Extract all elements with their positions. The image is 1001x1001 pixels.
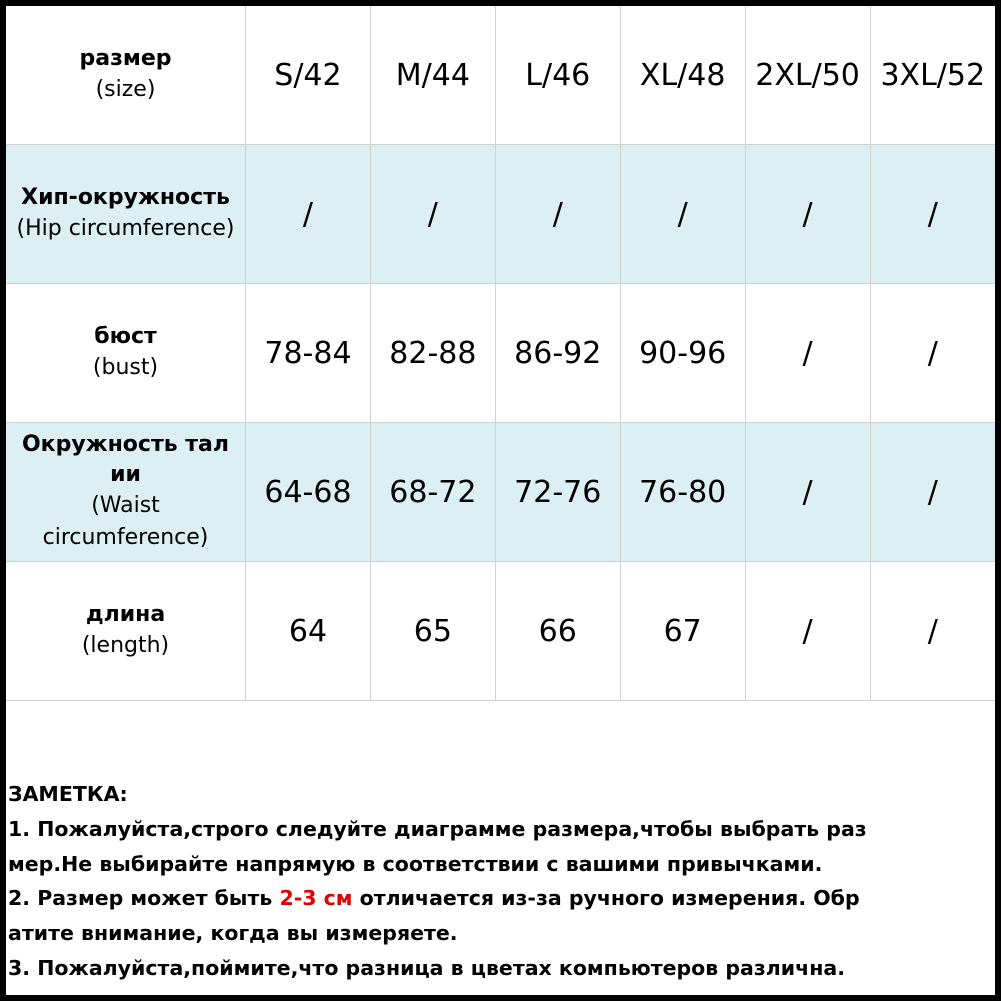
size-header-cell: 3XL/52: [870, 6, 995, 145]
row-label-cell: [6, 284, 246, 423]
note-1-line-2: мер.Не выбирайте напрямую в соответствии с вашими привычками.: [8, 851, 823, 876]
row-label-sub: (Waist circumference): [42, 493, 209, 550]
table-row-hip: [6, 145, 995, 284]
row-label-sub: (Hip circumference): [16, 216, 235, 241]
table-row-length: [6, 562, 995, 701]
note-3: 3. Пожалуйста,поймите,что разница в цветах компьютеров различна.: [8, 955, 846, 980]
value-cell: 67: [620, 562, 745, 701]
size-header-cell: 2XL/50: [745, 6, 870, 145]
row-label-sub: (bust): [92, 355, 159, 380]
value-cell: /: [370, 145, 495, 284]
note-2-line-2: атите внимание, когда вы измеряете.: [8, 921, 458, 946]
notes-block: [8, 777, 993, 986]
value-cell: /: [870, 145, 995, 284]
value-cell: /: [870, 423, 995, 562]
value-cell: /: [870, 284, 995, 423]
size-chart-table: [6, 6, 995, 701]
value-cell: 72-76: [495, 423, 620, 562]
row-label-cell: [6, 423, 246, 562]
size-header-cell: M/44: [370, 6, 495, 145]
row-label-main: Хип-окружность: [21, 185, 230, 210]
note-1-line-1: 1. Пожалуйста,строго следуйте диаграмме размера,чтобы выбрать раз: [8, 816, 867, 841]
notes-title: ЗАМЕТКА:: [8, 782, 128, 806]
value-cell: /: [870, 562, 995, 701]
value-cell: 78-84: [246, 284, 371, 423]
value-cell: 65: [370, 562, 495, 701]
value-cell: /: [745, 145, 870, 284]
table-row-waist: [6, 423, 995, 562]
value-cell: 82-88: [370, 284, 495, 423]
value-cell: /: [745, 423, 870, 562]
header-label-cell: [6, 6, 246, 145]
value-cell: 64: [246, 562, 371, 701]
value-cell: /: [620, 145, 745, 284]
size-header-cell: XL/48: [620, 6, 745, 145]
row-label-main: Окружность тал ии: [21, 432, 229, 487]
note-2-text-after: отличается из-за ручного измерения. Обр: [352, 886, 860, 911]
note-2-highlight: 2-3 см: [279, 886, 353, 911]
value-cell: /: [745, 284, 870, 423]
size-header-cell: L/46: [495, 6, 620, 145]
header-label-sub: (size): [95, 77, 156, 102]
value-cell: 64-68: [246, 423, 371, 562]
table-row-bust: [6, 284, 995, 423]
note-2-line-1: [8, 881, 993, 916]
value-cell: /: [495, 145, 620, 284]
header-label-main: размер: [79, 46, 172, 71]
value-cell: 66: [495, 562, 620, 701]
header-row: [6, 6, 995, 145]
row-label-cell: [6, 562, 246, 701]
value-cell: /: [246, 145, 371, 284]
value-cell: 68-72: [370, 423, 495, 562]
row-label-main: длина: [85, 602, 166, 627]
row-label-sub: (length): [81, 633, 170, 658]
row-label-cell: [6, 145, 246, 284]
value-cell: 76-80: [620, 423, 745, 562]
size-header-cell: S/42: [246, 6, 371, 145]
value-cell: /: [745, 562, 870, 701]
note-2-text-before: 2. Размер может быть: [8, 886, 280, 911]
value-cell: 86-92: [495, 284, 620, 423]
row-label-main: бюст: [94, 324, 157, 349]
value-cell: 90-96: [620, 284, 745, 423]
